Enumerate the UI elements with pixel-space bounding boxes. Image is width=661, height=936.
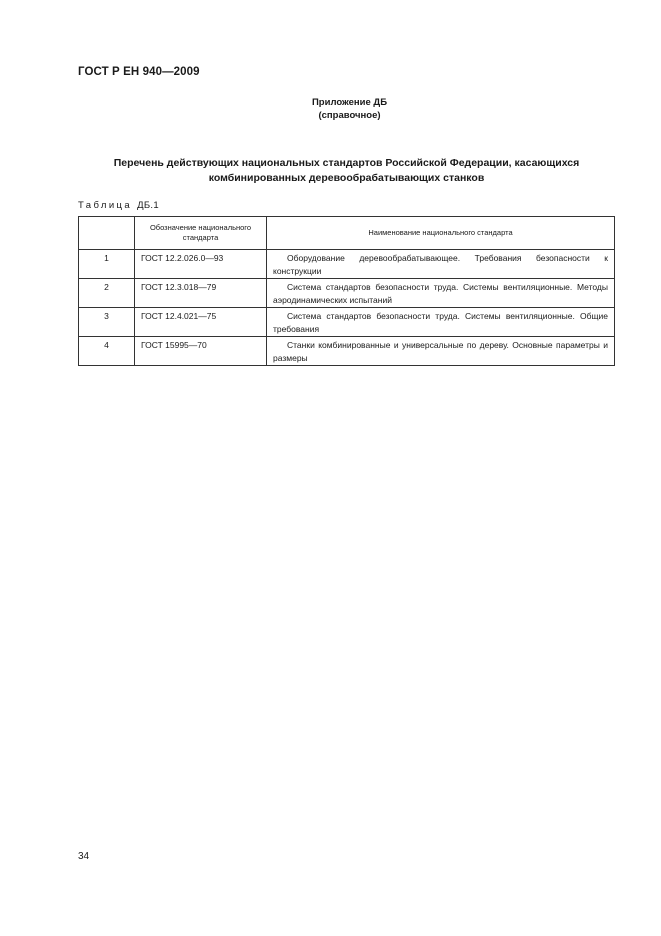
standard-name-text: Система стандартов безопасности труда. Системы вентиляционные. Общие требования bbox=[273, 311, 608, 334]
section-heading bbox=[78, 156, 615, 186]
row-number: 1 bbox=[79, 250, 135, 279]
standard-name bbox=[267, 337, 615, 366]
document-code: ГОСТ Р ЕН 940—2009 bbox=[78, 66, 200, 78]
table-row bbox=[79, 250, 615, 279]
standard-code: ГОСТ 12.2.026.0—93 bbox=[135, 250, 267, 279]
standards-table bbox=[78, 216, 615, 366]
standard-name-text: Оборудование деревообрабатывающее. Требования безопасности к конструкции bbox=[273, 253, 608, 276]
standard-name bbox=[267, 250, 615, 279]
standard-code: ГОСТ 15995—70 bbox=[135, 337, 267, 366]
row-number: 4 bbox=[79, 337, 135, 366]
table-row bbox=[79, 279, 615, 308]
appendix-subtitle: (справочное) bbox=[318, 110, 381, 121]
row-number: 2 bbox=[79, 279, 135, 308]
standard-name bbox=[267, 279, 615, 308]
table-caption-number: ДБ.1 bbox=[137, 200, 159, 211]
standard-code: ГОСТ 12.4.021—75 bbox=[135, 308, 267, 337]
standard-name-text: Система стандартов безопасности труда. Системы вентиляционные. Методы аэродинамических испытаний bbox=[273, 282, 608, 305]
header-number bbox=[79, 217, 135, 250]
header-designation: Обозначение национального стандарта bbox=[135, 217, 267, 250]
table-row bbox=[79, 308, 615, 337]
table-caption-prefix: Таблица bbox=[78, 200, 133, 211]
appendix-block bbox=[0, 96, 661, 122]
section-heading-line-2: комбинированных деревообрабатывающих станков bbox=[208, 172, 485, 184]
section-heading-line-1: Перечень действующих национальных стандартов Российской Федерации, касающихся bbox=[113, 157, 580, 169]
standard-name-text: Станки комбинированные и универсальные по дереву. Основные параметры и размеры bbox=[273, 340, 608, 363]
standard-name bbox=[267, 308, 615, 337]
header-name: Наименование национального стандарта bbox=[267, 217, 615, 250]
table-row bbox=[79, 337, 615, 366]
row-number: 3 bbox=[79, 308, 135, 337]
table-header-row bbox=[79, 217, 615, 250]
page-number: 34 bbox=[78, 851, 90, 862]
standard-code: ГОСТ 12.3.018—79 bbox=[135, 279, 267, 308]
appendix-title: Приложение ДБ bbox=[311, 97, 388, 108]
table-caption bbox=[78, 200, 159, 211]
